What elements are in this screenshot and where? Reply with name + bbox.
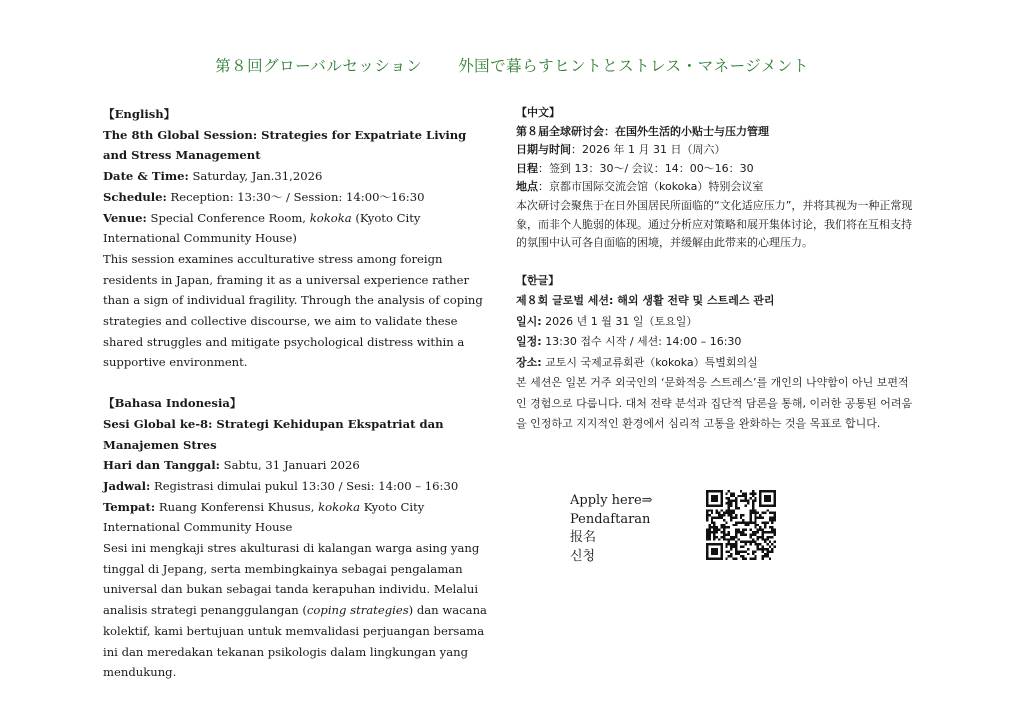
indonesian-header: 【Bahasa Indonesia】 xyxy=(103,396,242,411)
chinese-section xyxy=(516,104,916,253)
korean-section xyxy=(516,271,916,435)
indonesian-heading: Sesi Global ke-8: Strategi Kehidupan Ekspatriat dan Manajemen Stres xyxy=(103,416,444,452)
apply-korean: 신청 xyxy=(570,548,596,564)
indonesian-venue: Tempat: Ruang Konferensi Khusus, kokoka Kyoto City International Community House xyxy=(103,499,425,535)
korean-date: 일시: 2026 년 1 월 31 일（토요일） xyxy=(516,314,698,328)
english-section xyxy=(103,104,493,373)
indonesian-schedule: Jadwal: Registrasi dimulai pukul 13:30 / Sesi: 14:00 – 16:30 xyxy=(103,478,459,493)
apply-chinese: 报名 xyxy=(570,530,597,545)
korean-description: 본 세션은 일본 거주 외국인의 ‘문화적응 스트레스’를 개인의 나약함이 아닌 보편적인 경험으로 다룹니다. 대처 전략 분석과 집단적 담론을 통해, 이러한 공통된 어려움을 인정하고 지지적인 환경에서 심리적 고통을 완화하는 것을 목표로 합니다. xyxy=(516,376,913,431)
title-topic: 外国で暮らすヒントとストレス・マネージメント xyxy=(458,57,809,75)
indonesian-description: Sesi ini mengkaji stres akulturasi di kalangan warga asing yang tinggal di Jepang, serta membingkainya sebagai pengalaman universal dan bukan sebagai tanda kerapuhan individu. Melalui analisis strategi penanggulangan (coping strategies) dan wacana kolektif, kami bertujuan untuk memvalidasi perjuangan bersama ini dan meredakan tekanan psikologis dalam lingkungan yang mendukung. xyxy=(103,541,487,680)
chinese-date: 日期与时间：2026 年 1 月 31 日（周六） xyxy=(516,143,726,157)
chinese-schedule: 日程：签到 13：30～/ 会议：14：00～16：30 xyxy=(516,161,754,175)
page-title xyxy=(0,54,1024,76)
indonesian-section xyxy=(103,393,493,683)
english-heading: The 8th Global Session: Strategies for Expatriate Living and Stress Management xyxy=(103,127,467,163)
left-column xyxy=(103,104,493,683)
apply-indonesian: Pendaftaran xyxy=(570,511,651,527)
title-series: 第８回グローバルセッション xyxy=(215,57,423,75)
english-description: This session examines acculturative stress among foreign residents in Japan, framing it as a universal experience rather than a sign of individual fragility. Through the analysis of coping strategies and collective discourse, we aim to validate these shared struggles and mitigate psychological distress within a supportive environment. xyxy=(103,251,483,370)
english-schedule: Schedule: Reception: 13:30～ / Session: 14:00～16:30 xyxy=(103,189,425,204)
english-header: 【English】 xyxy=(103,107,176,121)
qr-code-icon[interactable] xyxy=(706,490,776,560)
english-date: Date & Time: Saturday, Jan.31,2026 xyxy=(103,169,323,184)
right-column xyxy=(516,104,916,435)
korean-header: 【한글】 xyxy=(516,273,560,287)
chinese-header: 【中文】 xyxy=(516,106,560,119)
korean-venue: 장소: 교토시 국제교류회관（kokoka）특별회의실 xyxy=(516,355,758,369)
apply-labels xyxy=(570,492,653,566)
chinese-description: 本次研讨会聚焦于在日外国居民所面临的“文化适应压力”，并将其视为一种正常现象，而非个人脆弱的体现。通过分析应对策略和展开集体讨论，我们将在互相支持的氛围中认可各自面临的困境，并缓解由此带来的心理压力。 xyxy=(516,198,913,250)
chinese-heading: 第８届全球研讨会：在国外生活的小贴士与压力管理 xyxy=(516,124,769,138)
chinese-venue: 地点：京都市国际交流会馆（kokoka）特别会议室 xyxy=(516,180,764,194)
korean-schedule: 일정: 13:30 접수 시작 / 세션: 14:00 – 16:30 xyxy=(516,335,742,349)
indonesian-date: Hari dan Tanggal: Sabtu, 31 Januari 2026 xyxy=(103,458,360,473)
korean-heading: 제８회 글로벌 세션: 해외 생활 전략 및 스트레스 관리 xyxy=(516,294,775,308)
apply-english: Apply here⇒ xyxy=(570,493,653,508)
english-venue: Venue: Special Conference Room, kokoka (Kyoto City International Community House) xyxy=(103,210,421,246)
